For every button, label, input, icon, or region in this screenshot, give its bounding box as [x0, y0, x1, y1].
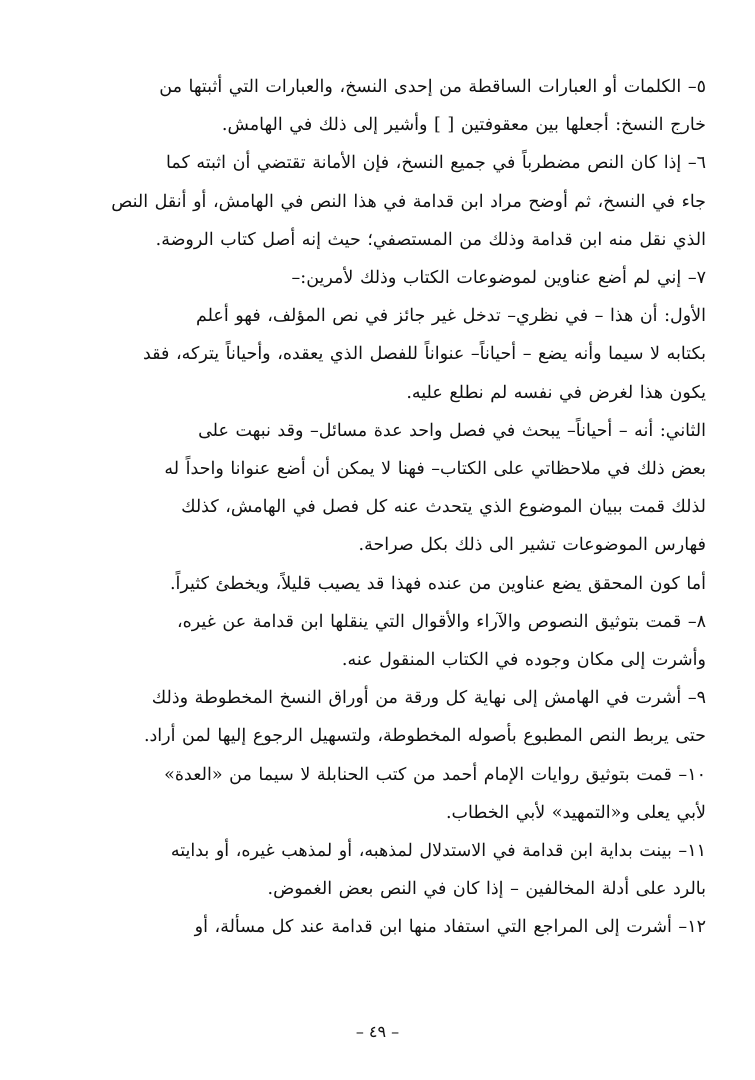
text-line: بعض ذلك في ملاحظاتي على الكتاب– فهنا لا يمكن أن أضع عنوانا واحداً له: [164, 459, 706, 480]
paragraph-8: [90, 603, 706, 679]
text-line: خارج النسخ: أجعلها بين معقوفتين [ ] وأشير إلى ذلك في الهامش.: [221, 115, 706, 136]
paragraph-10: [90, 756, 706, 832]
text-line: الذي نقل منه ابن قدامة وذلك من المستصفي؛ حيث إنه أصل كتاب الروضة.: [155, 229, 706, 250]
text-line: لذلك قمت ببيان الموضوع الذي يتحدث عنه كل فصل في الهامش، كذلك: [181, 497, 706, 518]
text-line: وأشرت إلى مكان وجوده في الكتاب المنقول عنه.: [341, 650, 706, 671]
text-line: حتى يربط النص المطبوع بأصوله المخطوطة، ولتسهيل الرجوع إليها لمن أراد.: [143, 726, 706, 747]
paragraph-second-reason: [90, 412, 706, 565]
text-line: بالرد على أدلة المخالفين – إذا كان في النص بعض الغموض.: [267, 879, 706, 900]
text-line: ٧– إني لم أضع عناوين لموضوعات الكتاب وذلك لأمرين:–: [291, 268, 706, 289]
text-line: ٩– أشرت في الهامش إلى نهاية كل ورقة من أوراق النسخ المخطوطة وذلك: [151, 688, 706, 709]
text-line: بكتابه لا سيما وأنه يضع – أحياناً– عنواناً للفصل الذي يعقده، وأحياناً يتركه، فقد: [142, 344, 706, 365]
paragraph-7: [90, 259, 706, 297]
text-line: فهارس الموضوعات تشير الى ذلك بكل صراحة.: [358, 535, 706, 556]
text-line: ٨– قمت بتوثيق النصوص والآراء والأقوال التي ينقلها ابن قدامة عن غيره،: [176, 611, 706, 632]
body-text: [90, 68, 706, 947]
paragraph-9: [90, 679, 706, 755]
page-number: – ٤٩ –: [355, 1022, 400, 1041]
paragraph-5: [90, 68, 706, 144]
text-line: ١٢– أشرت إلى المراجع التي استفاد منها ابن قدامة عند كل مسألة، أو: [194, 917, 706, 938]
text-line: جاء في النسخ، ثم أوضح مراد ابن قدامة في هذا النص في الهامش، أو أنقل النص: [111, 191, 706, 212]
paragraph-11: [90, 832, 706, 908]
text-line: ٦– إذا كان النص مضطرباً في جميع النسخ، فإن الأمانة تقتضي أن اثبته كما: [166, 153, 706, 174]
text-line: يكون هذا لغرض في نفسه لم نطلع عليه.: [406, 382, 706, 403]
paragraph-investigator-note: [90, 565, 706, 603]
text-line: الثاني: أنه – أحياناً– يبحث في فصل واحد عدة مسائل– وقد نبهت على: [198, 420, 706, 441]
text-line: لأبي يعلى و«التمهيد» لأبي الخطاب.: [445, 802, 706, 823]
text-line: الأول: أن هذا – في نظري– تدخل غير جائز في نص المؤلف، فهو أعلم: [195, 306, 706, 327]
text-line: ٥– الكلمات أو العبارات الساقطة من إحدى النسخ، والعبارات التي أثبتها من: [159, 77, 706, 97]
paragraph-first-reason: [90, 297, 706, 412]
paragraph-12: [90, 908, 706, 946]
text-line: ١٠– قمت بتوثيق روايات الإمام أحمد من كتب الحنابلة لا سيما من «العدة»: [164, 764, 706, 785]
text-line: أما كون المحقق يضع عناوين من عنده فهذا قد يصيب قليلاً، ويخطئ كثيراً.: [169, 573, 706, 594]
text-line: ١١– بينت بداية ابن قدامة في الاستدلال لمذهبه، أو لمذهب غيره، أو بدايته: [170, 841, 706, 862]
paragraph-6: [90, 144, 706, 259]
